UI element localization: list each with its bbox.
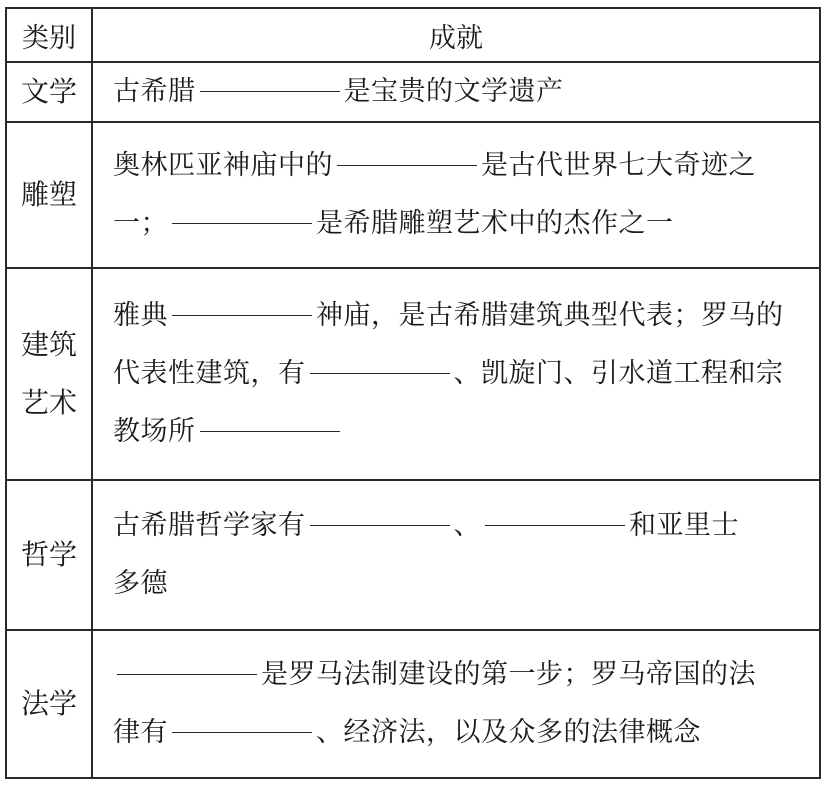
achievement-line (113, 403, 807, 461)
achievement-text: 和亚里士 (629, 510, 739, 541)
achievement-text: 代表性建筑，有 (113, 358, 306, 389)
header-category: 类别 (6, 8, 92, 62)
fill-in-blank[interactable] (200, 430, 340, 432)
achievement-text: 雅典 (113, 300, 168, 331)
achievement-text: 古希腊哲学家有 (113, 510, 306, 541)
achievement-text: 一； (113, 208, 168, 239)
category-label: 法学 (20, 687, 77, 720)
achievement-cell (92, 268, 820, 480)
achievement-text: 是罗马法制建设的第一步；罗马帝国的法 (261, 659, 756, 690)
achievement-text: 奥林匹亚神庙中的 (113, 150, 333, 181)
achievement-text: 多德 (113, 568, 168, 599)
achievement-text: 、 (453, 510, 481, 541)
achievement-text: 、凯旋门、引水道工程和宗 (453, 358, 784, 389)
achievement-text: 是希腊雕塑艺术中的杰作之一 (316, 208, 674, 239)
fill-in-blank[interactable] (172, 222, 312, 224)
category-cell (6, 62, 92, 122)
achievement-text: 、经济法，以及众多的法律概念 (316, 717, 701, 748)
achievement-text: 神庙，是古希腊建筑典型代表；罗马的 (316, 300, 784, 331)
achievement-cell (92, 62, 820, 122)
fill-in-blank[interactable] (337, 164, 477, 166)
fill-in-blank[interactable] (172, 731, 312, 733)
achievement-text: 律有 (113, 717, 168, 748)
table-row (6, 62, 820, 122)
category-cell (6, 268, 92, 480)
category-cell (6, 630, 92, 778)
fill-in-blank[interactable] (310, 372, 450, 374)
header-achievement: 成就 (92, 8, 820, 62)
table-row (6, 480, 820, 630)
table-row (6, 630, 820, 778)
category-label: 文学 (20, 75, 77, 108)
category-label: 建筑 (20, 328, 77, 361)
achievement-line (113, 704, 807, 762)
category-label: 艺术 (20, 386, 77, 419)
achievement-line (113, 195, 807, 253)
table-row (6, 122, 820, 268)
fill-in-blank[interactable] (310, 524, 450, 526)
table-row (6, 268, 820, 480)
achievement-text: 是宝贵的文学遗产 (343, 76, 564, 107)
achievement-text: 是古代世界七大奇迹之 (481, 150, 756, 181)
achievement-cell (92, 630, 820, 778)
achievement-text: 古希腊 (113, 76, 196, 107)
achievement-line (113, 63, 807, 121)
achievement-line (113, 497, 807, 555)
category-cell (6, 480, 92, 630)
achievement-line (113, 137, 807, 195)
fill-in-blank[interactable] (200, 90, 340, 92)
achievement-line (113, 555, 807, 613)
fill-in-blank[interactable] (485, 524, 625, 526)
achievement-line (113, 345, 807, 403)
fill-in-blank[interactable] (117, 673, 257, 675)
category-label: 哲学 (20, 538, 77, 571)
achievement-cell (92, 480, 820, 630)
achievements-table (5, 7, 821, 779)
achievement-line (113, 646, 807, 704)
achievement-line (113, 287, 807, 345)
category-cell (6, 122, 92, 268)
category-label: 雕塑 (20, 178, 77, 211)
table-header-row (6, 8, 820, 62)
achievement-text: 教场所 (113, 416, 196, 447)
fill-in-blank[interactable] (172, 314, 312, 316)
achievement-cell (92, 122, 820, 268)
